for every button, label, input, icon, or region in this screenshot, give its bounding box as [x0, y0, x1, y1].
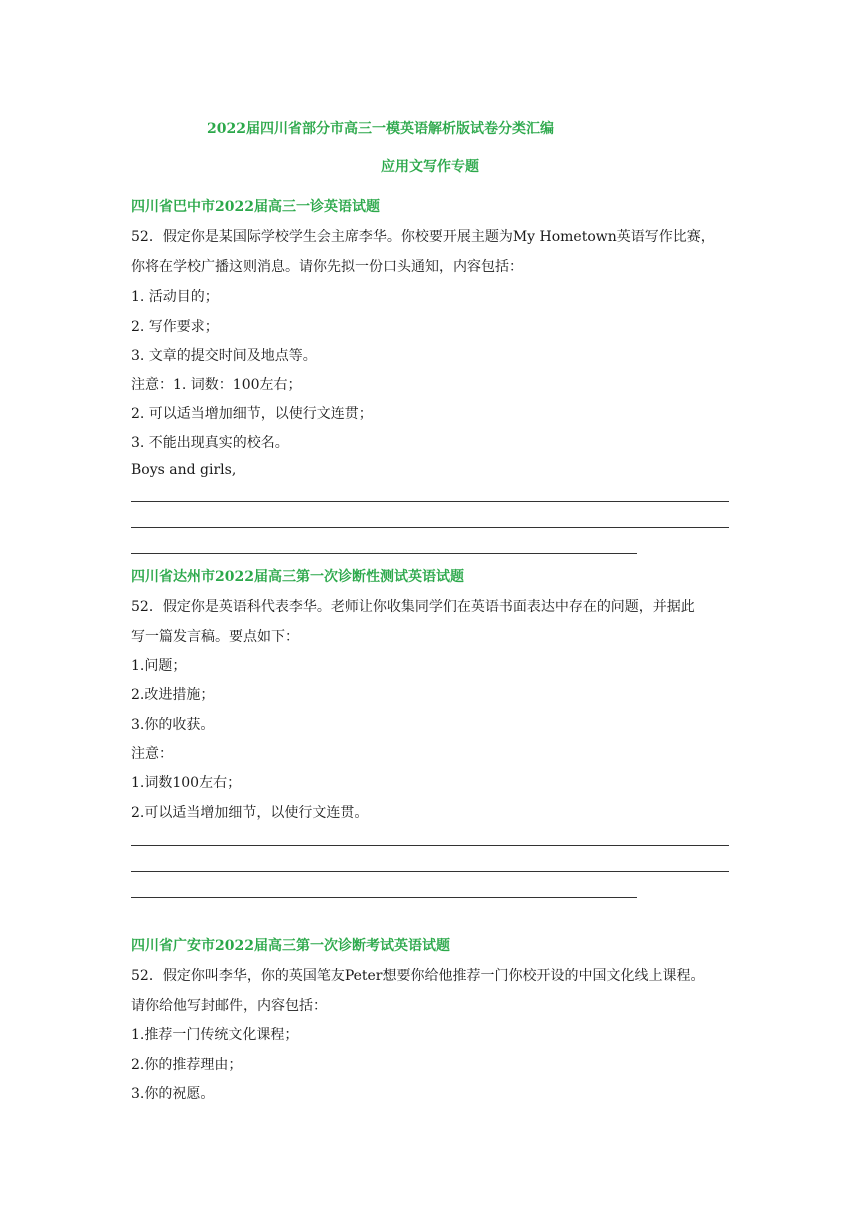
question-line: 52．假定你是英语科代表李华。老师让你收集同学们在英语书面表达中存在的问题，并据此 — [131, 599, 695, 615]
requirement-item: 1. 活动目的； — [131, 289, 219, 305]
note-line: 注意：1. 词数：100左右； — [131, 377, 302, 393]
note-line: 注意： — [131, 746, 173, 762]
requirement-item: 3.你的收获。 — [131, 717, 215, 733]
document-subtitle: 应用文写作专题 — [381, 159, 479, 175]
requirement-item: 2. 写作要求； — [131, 319, 219, 335]
note-line: 3. 不能出现真实的校名。 — [131, 435, 289, 451]
requirement-item: 3.你的祝愿。 — [131, 1086, 215, 1102]
answer-line — [131, 871, 729, 872]
question-line: 52．假定你是某国际学校学生会主席李华。你校要开展主题为My Hometown英语写作比赛， — [131, 229, 715, 245]
section-heading: 四川省达州市2022届高三第一次诊断性测试英语试题 — [131, 569, 464, 585]
section-heading: 四川省广安市2022届高三第一次诊断考试英语试题 — [131, 938, 450, 954]
letter-salutation: Boys and girls, — [131, 462, 237, 478]
requirement-item: 2.改进措施； — [131, 687, 215, 703]
question-line: 你将在学校广播这则消息。请你先拟一份口头通知，内容包括： — [131, 259, 523, 275]
document-title: 2022届四川省部分市高三一模英语解析版试卷分类汇编 — [207, 121, 554, 137]
question-line: 请你给他写封邮件，内容包括： — [131, 998, 327, 1014]
requirement-item: 1.问题； — [131, 658, 187, 674]
answer-line — [131, 553, 637, 554]
note-line: 1.词数100左右； — [131, 775, 242, 791]
answer-line — [131, 501, 729, 502]
answer-line — [131, 845, 729, 846]
requirement-item: 1.推荐一门传统文化课程； — [131, 1027, 299, 1043]
answer-line — [131, 897, 637, 898]
note-line: 2.可以适当增加细节，以使行文连贯。 — [131, 805, 369, 821]
note-line: 2. 可以适当增加细节，以使行文连贯； — [131, 406, 373, 422]
answer-line — [131, 527, 729, 528]
requirement-item: 2.你的推荐理由； — [131, 1057, 243, 1073]
question-line: 52．假定你叫李华，你的英国笔友Peter想要你给他推荐一门你校开设的中国文化线上课程。 — [131, 968, 705, 984]
section-heading: 四川省巴中市2022届高三一诊英语试题 — [131, 199, 380, 215]
requirement-item: 3. 文章的提交时间及地点等。 — [131, 348, 317, 364]
question-line: 写一篇发言稿。要点如下： — [131, 629, 299, 645]
